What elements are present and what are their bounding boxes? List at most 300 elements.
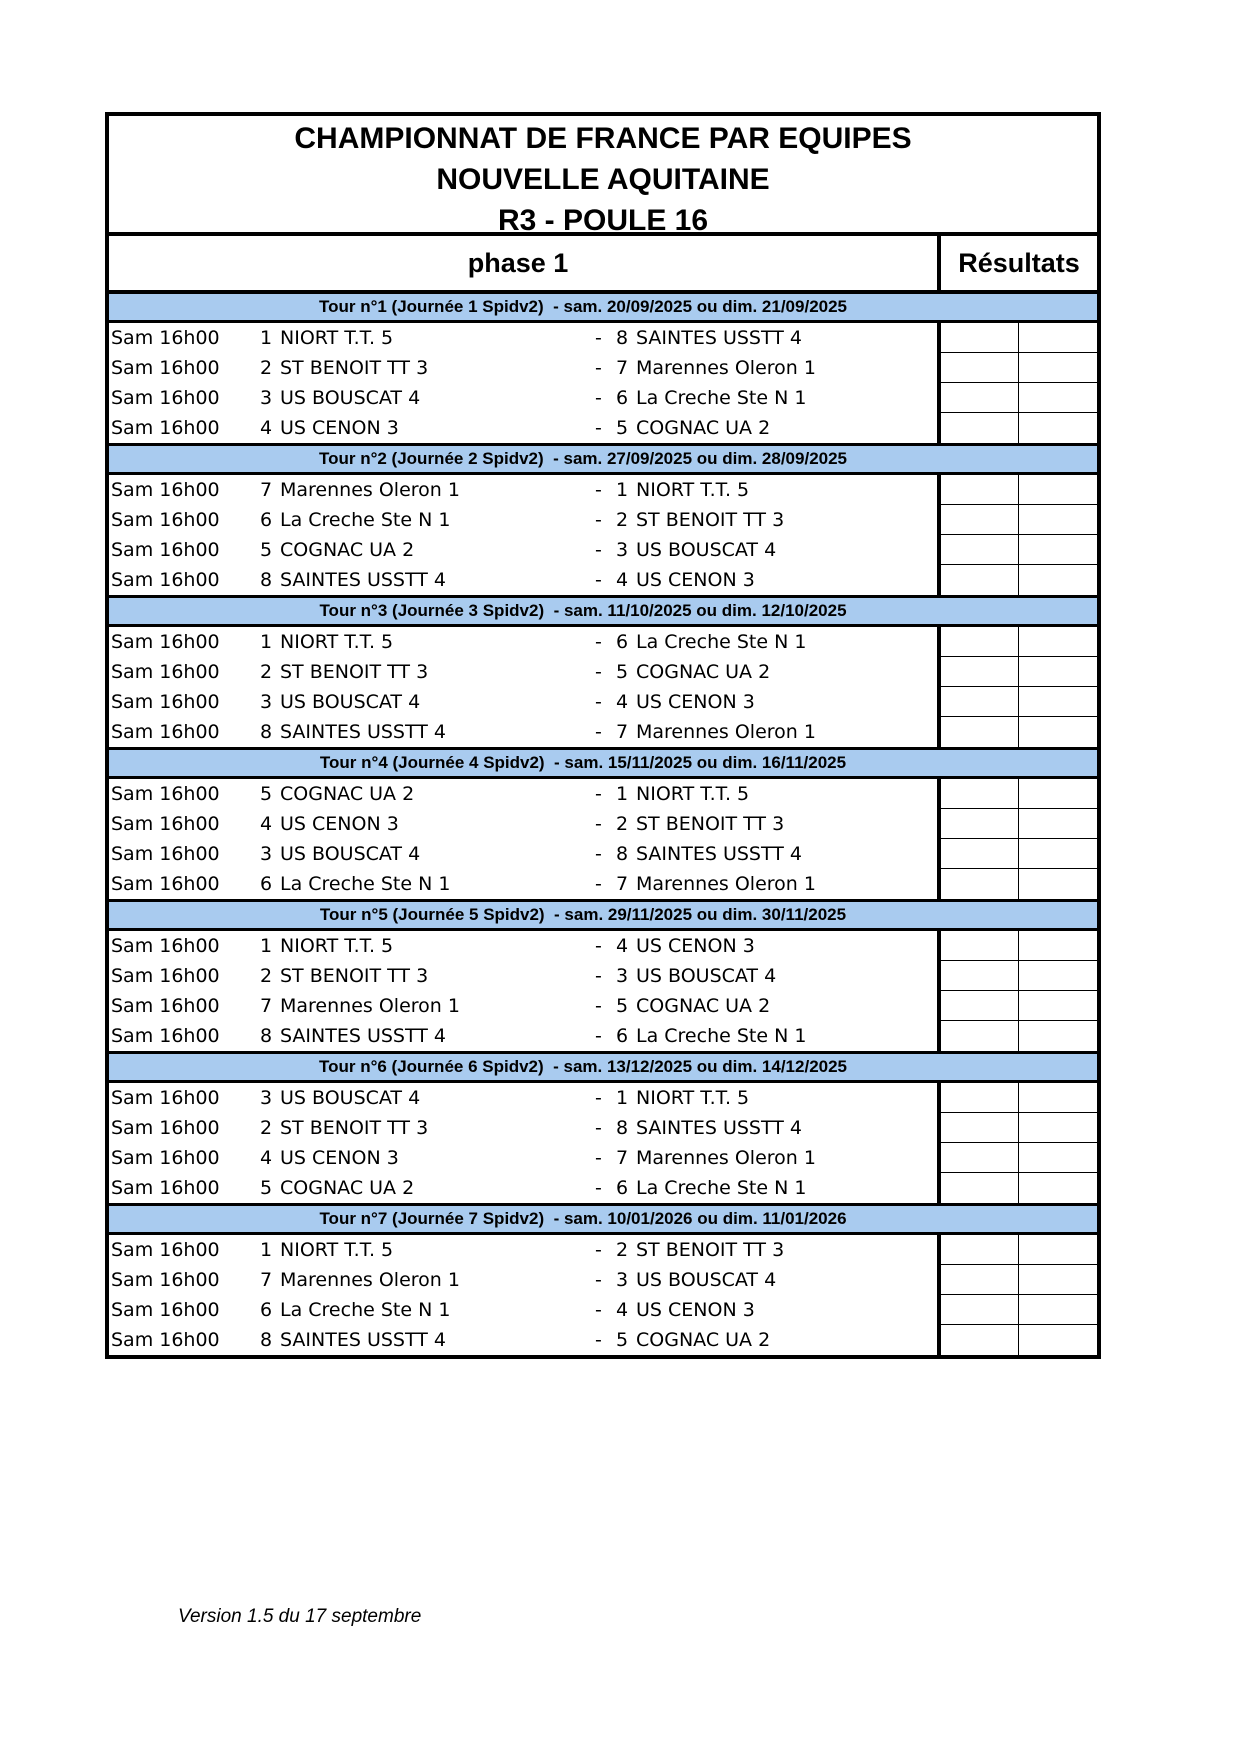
result-cells <box>937 1083 1097 1113</box>
tour-header: Tour n°4 (Journée 4 Spidv2) - sam. 15/11/2025 ou dim. 16/11/2025 <box>109 750 1097 779</box>
match-info <box>109 1083 937 1113</box>
match-separator: - <box>595 1117 602 1139</box>
away-team-number: 8 <box>616 327 629 349</box>
result-cells <box>937 475 1097 505</box>
away-team-number: 5 <box>616 995 629 1017</box>
away-score-box[interactable] <box>1019 475 1097 505</box>
home-score-box[interactable] <box>941 839 1019 869</box>
away-score-box[interactable] <box>1019 413 1097 443</box>
match-time: Sam 16h00 <box>111 1117 220 1139</box>
away-team-name: Marennes Oleron 1 <box>636 721 816 743</box>
away-team-number: 5 <box>616 417 629 439</box>
home-score-box[interactable] <box>941 1173 1019 1203</box>
away-score-box[interactable] <box>1019 687 1097 717</box>
home-score-box[interactable] <box>941 657 1019 687</box>
match-row <box>109 627 1097 657</box>
match-row <box>109 413 1097 443</box>
away-score-box[interactable] <box>1019 323 1097 353</box>
away-team-name: SAINTES USSTT 4 <box>636 327 802 349</box>
result-cells <box>937 1235 1097 1265</box>
match-info <box>109 869 937 899</box>
match-info <box>109 1235 937 1265</box>
match-separator: - <box>595 539 602 561</box>
away-team-number: 3 <box>616 1269 629 1291</box>
away-team-number: 8 <box>616 843 629 865</box>
match-info <box>109 1021 937 1051</box>
result-cells <box>937 505 1097 535</box>
match-separator: - <box>595 1329 602 1351</box>
match-time: Sam 16h00 <box>111 509 220 531</box>
match-info <box>109 717 937 747</box>
away-score-box[interactable] <box>1019 961 1097 991</box>
home-team-number: 1 <box>260 327 273 349</box>
tour-header: Tour n°6 (Journée 6 Spidv2) - sam. 13/12/2025 ou dim. 14/12/2025 <box>109 1054 1097 1083</box>
away-score-box[interactable] <box>1019 627 1097 657</box>
away-score-box[interactable] <box>1019 991 1097 1021</box>
home-team-number: 5 <box>260 539 273 561</box>
match-separator: - <box>595 1299 602 1321</box>
away-team-number: 4 <box>616 1299 629 1321</box>
match-time: Sam 16h00 <box>111 843 220 865</box>
match-info <box>109 657 937 687</box>
match-time: Sam 16h00 <box>111 661 220 683</box>
match-info <box>109 1265 937 1295</box>
home-team-number: 1 <box>260 1239 273 1261</box>
away-score-box[interactable] <box>1019 383 1097 413</box>
home-score-box[interactable] <box>941 991 1019 1021</box>
match-separator: - <box>595 569 602 591</box>
tour-section <box>109 1203 1097 1355</box>
away-score-box[interactable] <box>1019 565 1097 595</box>
away-team-number: 4 <box>616 691 629 713</box>
home-score-box[interactable] <box>941 413 1019 443</box>
match-info <box>109 1143 937 1173</box>
home-team-name: COGNAC UA 2 <box>280 1177 415 1199</box>
match-separator: - <box>595 1269 602 1291</box>
home-team-name: ST BENOIT TT 3 <box>280 357 429 379</box>
home-team-name: US CENON 3 <box>280 813 399 835</box>
home-score-box[interactable] <box>941 869 1019 899</box>
home-team-name: US CENON 3 <box>280 1147 399 1169</box>
home-team-name: US BOUSCAT 4 <box>280 843 421 865</box>
away-team-number: 8 <box>616 1117 629 1139</box>
away-team-name: Marennes Oleron 1 <box>636 1147 816 1169</box>
tour-header: Tour n°2 (Journée 2 Spidv2) - sam. 27/09/2025 ou dim. 28/09/2025 <box>109 446 1097 475</box>
match-row <box>109 657 1097 687</box>
home-score-box[interactable] <box>941 1143 1019 1173</box>
match-time: Sam 16h00 <box>111 1329 220 1351</box>
home-team-number: 1 <box>260 935 273 957</box>
match-time: Sam 16h00 <box>111 1269 220 1291</box>
match-info <box>109 413 937 443</box>
away-score-box[interactable] <box>1019 931 1097 961</box>
home-score-box[interactable] <box>941 1083 1019 1113</box>
match-time: Sam 16h00 <box>111 721 220 743</box>
match-info <box>109 1295 937 1325</box>
tour-header: Tour n°5 (Journée 5 Spidv2) - sam. 29/11/2025 ou dim. 30/11/2025 <box>109 902 1097 931</box>
away-score-box[interactable] <box>1019 1143 1097 1173</box>
away-team-number: 6 <box>616 631 629 653</box>
home-score-box[interactable] <box>941 961 1019 991</box>
away-score-box[interactable] <box>1019 1113 1097 1143</box>
match-info <box>109 505 937 535</box>
match-info <box>109 565 937 595</box>
away-team-name: NIORT T.T. 5 <box>636 783 750 805</box>
home-team-number: 5 <box>260 1177 273 1199</box>
match-info <box>109 475 937 505</box>
away-team-name: COGNAC UA 2 <box>636 995 771 1017</box>
match-time: Sam 16h00 <box>111 1147 220 1169</box>
away-team-number: 6 <box>616 1025 629 1047</box>
match-info <box>109 353 937 383</box>
match-time: Sam 16h00 <box>111 783 220 805</box>
home-team-name: COGNAC UA 2 <box>280 783 415 805</box>
match-time: Sam 16h00 <box>111 873 220 895</box>
home-team-number: 7 <box>260 479 273 501</box>
away-team-name: US BOUSCAT 4 <box>636 539 777 561</box>
home-score-box[interactable] <box>941 505 1019 535</box>
away-team-name: NIORT T.T. 5 <box>636 479 750 501</box>
match-separator: - <box>595 327 602 349</box>
away-team-number: 7 <box>616 1147 629 1169</box>
result-cells <box>937 627 1097 657</box>
away-team-name: NIORT T.T. 5 <box>636 1087 750 1109</box>
match-time: Sam 16h00 <box>111 387 220 409</box>
home-score-box[interactable] <box>941 809 1019 839</box>
match-row <box>109 1295 1097 1325</box>
home-team-name: Marennes Oleron 1 <box>280 479 460 501</box>
tour-section <box>109 1051 1097 1203</box>
footer-version: Version 1.5 du 17 septembre <box>178 1606 422 1627</box>
match-row <box>109 1143 1097 1173</box>
away-score-box[interactable] <box>1019 717 1097 747</box>
away-score-box[interactable] <box>1019 1235 1097 1265</box>
away-score-box[interactable] <box>1019 1021 1097 1051</box>
home-score-box[interactable] <box>941 627 1019 657</box>
match-separator: - <box>595 691 602 713</box>
result-cells <box>937 961 1097 991</box>
away-team-name: ST BENOIT TT 3 <box>636 813 785 835</box>
match-time: Sam 16h00 <box>111 1299 220 1321</box>
match-time: Sam 16h00 <box>111 327 220 349</box>
result-cells <box>937 323 1097 353</box>
home-score-box[interactable] <box>941 687 1019 717</box>
home-team-number: 2 <box>260 661 273 683</box>
home-team-number: 8 <box>260 721 273 743</box>
result-cells <box>937 931 1097 961</box>
match-row <box>109 383 1097 413</box>
away-team-name: La Creche Ste N 1 <box>636 1025 807 1047</box>
home-team-name: US BOUSCAT 4 <box>280 1087 421 1109</box>
match-separator: - <box>595 479 602 501</box>
match-time: Sam 16h00 <box>111 1177 220 1199</box>
match-time: Sam 16h00 <box>111 813 220 835</box>
match-separator: - <box>595 783 602 805</box>
away-team-number: 7 <box>616 357 629 379</box>
result-cells <box>937 1173 1097 1203</box>
home-team-name: US CENON 3 <box>280 417 399 439</box>
match-separator: - <box>595 813 602 835</box>
home-team-name: ST BENOIT TT 3 <box>280 965 429 987</box>
match-row <box>109 839 1097 869</box>
match-time: Sam 16h00 <box>111 1087 220 1109</box>
match-time: Sam 16h00 <box>111 1239 220 1261</box>
match-row <box>109 961 1097 991</box>
schedule-sheet <box>105 112 1101 1359</box>
match-row <box>109 1235 1097 1265</box>
away-team-name: US BOUSCAT 4 <box>636 1269 777 1291</box>
away-team-name: SAINTES USSTT 4 <box>636 1117 802 1139</box>
away-team-name: Marennes Oleron 1 <box>636 873 816 895</box>
away-score-box[interactable] <box>1019 353 1097 383</box>
results-header: Résultats <box>937 236 1097 290</box>
home-score-box[interactable] <box>941 565 1019 595</box>
home-team-number: 3 <box>260 387 273 409</box>
home-team-number: 2 <box>260 965 273 987</box>
result-cells <box>937 413 1097 443</box>
result-cells <box>937 809 1097 839</box>
match-info <box>109 687 937 717</box>
home-team-name: SAINTES USSTT 4 <box>280 569 446 591</box>
home-team-name: COGNAC UA 2 <box>280 539 415 561</box>
home-team-number: 3 <box>260 1087 273 1109</box>
match-info <box>109 627 937 657</box>
away-score-box[interactable] <box>1019 839 1097 869</box>
match-row <box>109 991 1097 1021</box>
phase-header-row <box>109 236 1097 294</box>
home-team-number: 7 <box>260 995 273 1017</box>
away-team-name: La Creche Ste N 1 <box>636 631 807 653</box>
match-separator: - <box>595 935 602 957</box>
away-score-box[interactable] <box>1019 505 1097 535</box>
match-row <box>109 353 1097 383</box>
away-team-number: 7 <box>616 721 629 743</box>
title-line-3: R3 - POULE 16 <box>497 204 709 237</box>
match-row <box>109 1325 1097 1355</box>
away-team-name: ST BENOIT TT 3 <box>636 509 785 531</box>
match-separator: - <box>595 1147 602 1169</box>
match-info <box>109 1113 937 1143</box>
tour-header: Tour n°7 (Journée 7 Spidv2) - sam. 10/01/2026 ou dim. 11/01/2026 <box>109 1206 1097 1235</box>
away-team-name: US BOUSCAT 4 <box>636 965 777 987</box>
home-score-box[interactable] <box>941 931 1019 961</box>
match-row <box>109 1021 1097 1051</box>
away-team-number: 5 <box>616 1329 629 1351</box>
match-info <box>109 839 937 869</box>
home-team-name: US BOUSCAT 4 <box>280 387 421 409</box>
match-row <box>109 535 1097 565</box>
match-info <box>109 779 937 809</box>
away-team-number: 2 <box>616 509 629 531</box>
home-score-box[interactable] <box>941 535 1019 565</box>
match-row <box>109 809 1097 839</box>
result-cells <box>937 1143 1097 1173</box>
match-row <box>109 869 1097 899</box>
result-cells <box>937 869 1097 899</box>
away-score-box[interactable] <box>1019 1325 1097 1355</box>
home-score-box[interactable] <box>941 717 1019 747</box>
home-team-name: La Creche Ste N 1 <box>280 1299 451 1321</box>
tour-section <box>109 595 1097 747</box>
match-separator: - <box>595 357 602 379</box>
result-cells <box>937 383 1097 413</box>
title-line-2: NOUVELLE AQUITAINE <box>436 163 770 196</box>
away-team-number: 2 <box>616 813 629 835</box>
home-team-name: ST BENOIT TT 3 <box>280 1117 429 1139</box>
home-score-box[interactable] <box>941 1113 1019 1143</box>
match-info <box>109 1325 937 1355</box>
away-score-box[interactable] <box>1019 779 1097 809</box>
home-team-number: 8 <box>260 1329 273 1351</box>
match-row <box>109 505 1097 535</box>
away-score-box[interactable] <box>1019 869 1097 899</box>
away-score-box[interactable] <box>1019 535 1097 565</box>
match-row <box>109 1265 1097 1295</box>
home-team-name: SAINTES USSTT 4 <box>280 721 446 743</box>
away-team-name: ST BENOIT TT 3 <box>636 1239 785 1261</box>
home-team-name: SAINTES USSTT 4 <box>280 1025 446 1047</box>
match-separator: - <box>595 631 602 653</box>
away-team-number: 1 <box>616 783 629 805</box>
match-separator: - <box>595 509 602 531</box>
match-time: Sam 16h00 <box>111 569 220 591</box>
match-separator: - <box>595 417 602 439</box>
match-time: Sam 16h00 <box>111 479 220 501</box>
away-score-box[interactable] <box>1019 657 1097 687</box>
home-score-box[interactable] <box>941 353 1019 383</box>
match-time: Sam 16h00 <box>111 1025 220 1047</box>
away-team-name: La Creche Ste N 1 <box>636 387 807 409</box>
match-separator: - <box>595 873 602 895</box>
home-team-name: ST BENOIT TT 3 <box>280 661 429 683</box>
away-team-name: US CENON 3 <box>636 691 755 713</box>
result-cells <box>937 991 1097 1021</box>
match-separator: - <box>595 1177 602 1199</box>
home-score-box[interactable] <box>941 1235 1019 1265</box>
result-cells <box>937 717 1097 747</box>
home-team-name: NIORT T.T. 5 <box>280 935 394 957</box>
match-separator: - <box>595 1087 602 1109</box>
away-team-number: 6 <box>616 387 629 409</box>
match-row <box>109 931 1097 961</box>
home-team-number: 8 <box>260 1025 273 1047</box>
away-team-number: 4 <box>616 569 629 591</box>
away-team-number: 4 <box>616 935 629 957</box>
home-team-number: 4 <box>260 813 273 835</box>
match-row <box>109 323 1097 353</box>
away-score-box[interactable] <box>1019 1083 1097 1113</box>
result-cells <box>937 1325 1097 1355</box>
away-score-box[interactable] <box>1019 1173 1097 1203</box>
result-cells <box>937 535 1097 565</box>
home-team-number: 1 <box>260 631 273 653</box>
match-time: Sam 16h00 <box>111 935 220 957</box>
away-team-number: 1 <box>616 1087 629 1109</box>
home-team-number: 3 <box>260 843 273 865</box>
home-score-box[interactable] <box>941 383 1019 413</box>
match-separator: - <box>595 995 602 1017</box>
away-score-box[interactable] <box>1019 1265 1097 1295</box>
away-team-name: COGNAC UA 2 <box>636 661 771 683</box>
home-score-box[interactable] <box>941 1325 1019 1355</box>
match-row <box>109 687 1097 717</box>
match-info <box>109 1173 937 1203</box>
home-score-box[interactable] <box>941 1265 1019 1295</box>
home-team-name: Marennes Oleron 1 <box>280 995 460 1017</box>
tour-section <box>109 899 1097 1051</box>
home-score-box[interactable] <box>941 1021 1019 1051</box>
away-team-name: US CENON 3 <box>636 935 755 957</box>
match-separator: - <box>595 721 602 743</box>
match-time: Sam 16h00 <box>111 631 220 653</box>
result-cells <box>937 1021 1097 1051</box>
tours-container <box>109 294 1097 1355</box>
home-score-box[interactable] <box>941 323 1019 353</box>
away-team-name: Marennes Oleron 1 <box>636 357 816 379</box>
away-team-number: 6 <box>616 1177 629 1199</box>
home-score-box[interactable] <box>941 1295 1019 1325</box>
home-team-name: La Creche Ste N 1 <box>280 873 451 895</box>
home-team-number: 6 <box>260 873 273 895</box>
tour-header: Tour n°1 (Journée 1 Spidv2) - sam. 20/09/2025 ou dim. 21/09/2025 <box>109 294 1097 323</box>
match-separator: - <box>595 1025 602 1047</box>
match-row <box>109 779 1097 809</box>
home-team-name: NIORT T.T. 5 <box>280 631 394 653</box>
match-info <box>109 383 937 413</box>
away-score-box[interactable] <box>1019 1295 1097 1325</box>
result-cells <box>937 1295 1097 1325</box>
tour-header: Tour n°3 (Journée 3 Spidv2) - sam. 11/10/2025 ou dim. 12/10/2025 <box>109 598 1097 627</box>
match-time: Sam 16h00 <box>111 965 220 987</box>
match-info <box>109 323 937 353</box>
home-team-number: 8 <box>260 569 273 591</box>
result-cells <box>937 839 1097 869</box>
match-info <box>109 535 937 565</box>
match-time: Sam 16h00 <box>111 995 220 1017</box>
tour-section <box>109 443 1097 595</box>
away-team-name: US CENON 3 <box>636 1299 755 1321</box>
match-time: Sam 16h00 <box>111 539 220 561</box>
away-score-box[interactable] <box>1019 809 1097 839</box>
result-cells <box>937 687 1097 717</box>
home-team-number: 2 <box>260 1117 273 1139</box>
away-team-number: 7 <box>616 873 629 895</box>
home-team-number: 3 <box>260 691 273 713</box>
away-team-name: COGNAC UA 2 <box>636 417 771 439</box>
away-team-name: US CENON 3 <box>636 569 755 591</box>
result-cells <box>937 565 1097 595</box>
away-team-name: COGNAC UA 2 <box>636 1329 771 1351</box>
result-cells <box>937 1265 1097 1295</box>
home-team-name: La Creche Ste N 1 <box>280 509 451 531</box>
away-team-number: 5 <box>616 661 629 683</box>
result-cells <box>937 657 1097 687</box>
away-team-number: 3 <box>616 965 629 987</box>
home-score-box[interactable] <box>941 779 1019 809</box>
title-block <box>109 116 1097 236</box>
match-row <box>109 1173 1097 1203</box>
title-line-1: CHAMPIONNAT DE FRANCE PAR EQUIPES <box>294 122 912 155</box>
away-team-name: La Creche Ste N 1 <box>636 1177 807 1199</box>
away-team-number: 1 <box>616 479 629 501</box>
match-info <box>109 809 937 839</box>
match-row <box>109 1083 1097 1113</box>
match-separator: - <box>595 387 602 409</box>
home-team-number: 4 <box>260 417 273 439</box>
home-score-box[interactable] <box>941 475 1019 505</box>
match-time: Sam 16h00 <box>111 357 220 379</box>
home-team-number: 6 <box>260 1299 273 1321</box>
